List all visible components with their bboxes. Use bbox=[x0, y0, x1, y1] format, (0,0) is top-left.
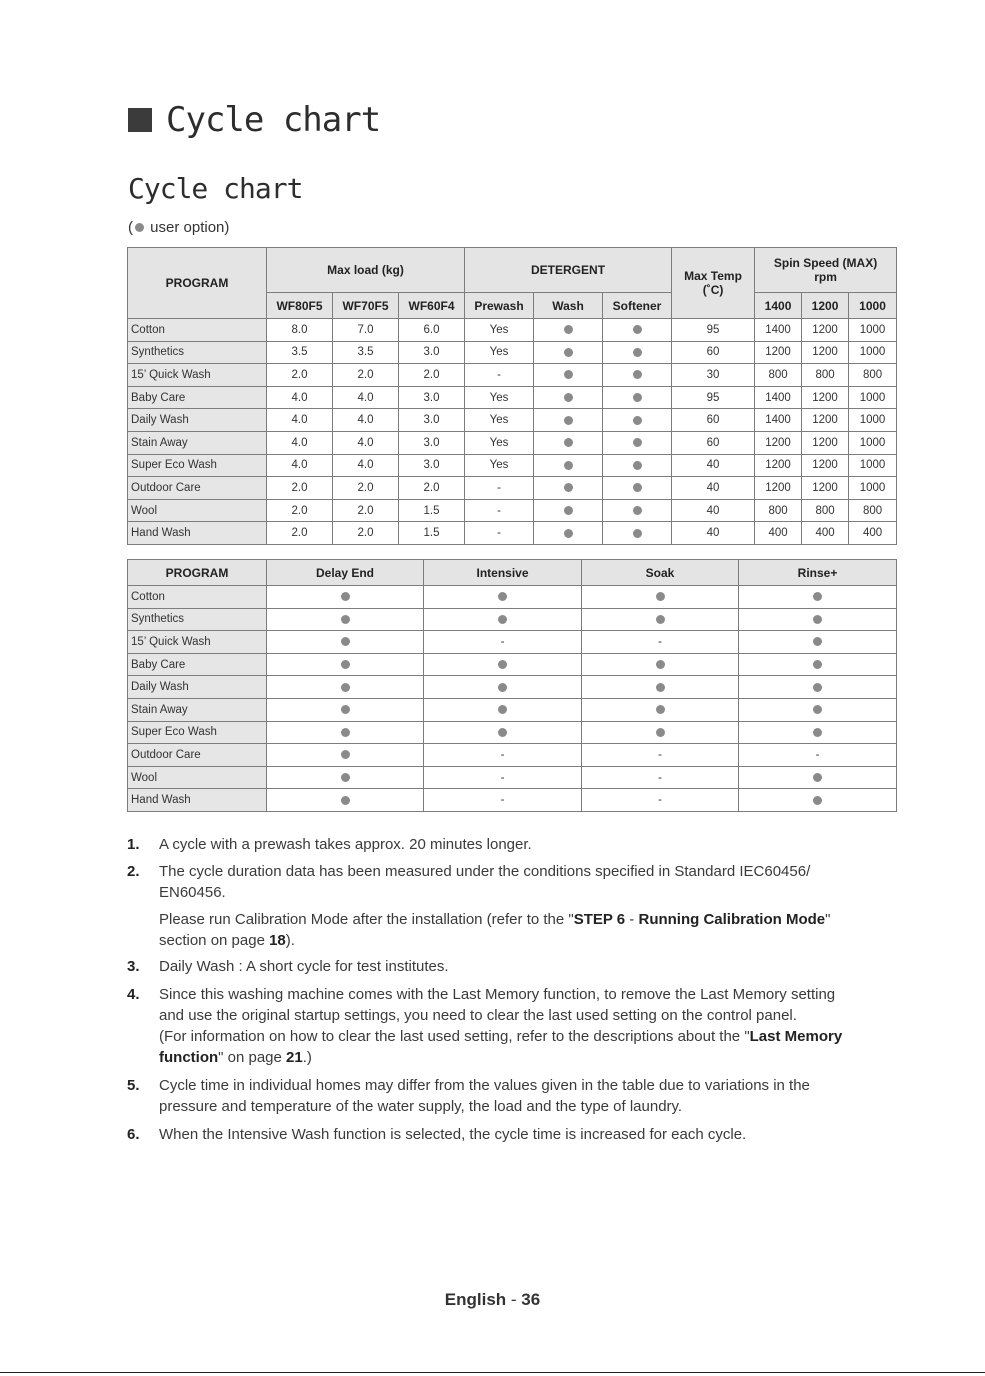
note-number: 6. bbox=[127, 1126, 140, 1143]
max-load-cell: 3.0 bbox=[399, 386, 465, 409]
spin-speed-cell: 1200 bbox=[755, 341, 802, 364]
option-cell bbox=[267, 789, 424, 812]
user-option-dot-icon bbox=[564, 529, 573, 538]
spin-speed-cell: 1200 bbox=[802, 454, 849, 477]
user-option-dot-icon bbox=[564, 393, 573, 402]
max-load-cell: 3.0 bbox=[399, 341, 465, 364]
user-option-dot-icon bbox=[633, 393, 642, 402]
header-program: PROGRAM bbox=[128, 560, 267, 586]
softener-cell bbox=[603, 454, 672, 477]
program-cell: Baby Care bbox=[128, 653, 267, 676]
max-load-cell: 4.0 bbox=[333, 431, 399, 454]
table-row bbox=[128, 454, 897, 477]
note-line: function" on page 21.) bbox=[159, 1049, 312, 1066]
note-text: A cycle with a prewash takes approx. 20 minutes longer. bbox=[159, 836, 532, 853]
table-row bbox=[128, 766, 897, 789]
user-option-dot-icon bbox=[498, 728, 507, 737]
header-spin-speed bbox=[755, 248, 897, 293]
user-option-dot-icon bbox=[633, 483, 642, 492]
table-row bbox=[128, 409, 897, 432]
user-option-dot-icon bbox=[135, 223, 144, 232]
table-row bbox=[128, 341, 897, 364]
wash-cell bbox=[534, 522, 603, 545]
option-cell bbox=[739, 608, 897, 631]
note-line: Cycle time in individual homes may differ from the values given in the table due to variations in the bbox=[159, 1077, 810, 1094]
max-load-cell: 3.0 bbox=[399, 454, 465, 477]
option-cell bbox=[739, 721, 897, 744]
table-row bbox=[128, 631, 897, 654]
note-line: EN60456. bbox=[159, 884, 226, 901]
wash-cell bbox=[534, 477, 603, 500]
user-option-dot-icon bbox=[813, 728, 822, 737]
user-option-dot-icon bbox=[341, 660, 350, 669]
max-load-cell: 4.0 bbox=[267, 431, 333, 454]
user-option-dot-icon bbox=[813, 683, 822, 692]
spin-speed-cell: 800 bbox=[849, 364, 897, 387]
user-option-dot-icon bbox=[564, 416, 573, 425]
spin-speed-cell: 1000 bbox=[849, 409, 897, 432]
user-option-dot-icon bbox=[813, 637, 822, 646]
softener-cell bbox=[603, 522, 672, 545]
legend bbox=[128, 219, 229, 236]
max-load-cell: 1.5 bbox=[399, 522, 465, 545]
subheader-wash: Wash bbox=[534, 293, 603, 319]
max-temp-cell: 95 bbox=[672, 319, 755, 342]
max-temp-cell: 60 bbox=[672, 409, 755, 432]
note-text: When the Intensive Wash function is selected, the cycle time is increased for each cycle. bbox=[159, 1126, 747, 1143]
spin-speed-cell: 1200 bbox=[802, 431, 849, 454]
page-number: 36 bbox=[521, 1290, 541, 1309]
subheader-softener: Softener bbox=[603, 293, 672, 319]
bottom-border bbox=[0, 1372, 985, 1373]
max-temp-cell: 40 bbox=[672, 454, 755, 477]
option-cell bbox=[582, 608, 739, 631]
program-cell: Synthetics bbox=[128, 608, 267, 631]
wash-cell bbox=[534, 386, 603, 409]
table-row bbox=[128, 676, 897, 699]
user-option-dot-icon bbox=[633, 461, 642, 470]
user-option-dot-icon bbox=[341, 705, 350, 714]
user-option-dot-icon bbox=[341, 615, 350, 624]
wash-cell bbox=[534, 364, 603, 387]
user-option-dot-icon bbox=[564, 461, 573, 470]
max-load-cell: 4.0 bbox=[267, 454, 333, 477]
user-option-dot-icon bbox=[564, 348, 573, 357]
option-cell bbox=[582, 721, 739, 744]
table-row bbox=[128, 431, 897, 454]
max-temp-cell: 95 bbox=[672, 386, 755, 409]
note-line: Since this washing machine comes with the Last Memory function, to remove the Last Memory setting bbox=[159, 986, 836, 1003]
last-memory-reference: Last Memory bbox=[749, 1028, 843, 1045]
spin-speed-cell: 1200 bbox=[755, 477, 802, 500]
program-cell: Hand Wash bbox=[128, 522, 267, 545]
user-option-dot-icon bbox=[564, 370, 573, 379]
option-cell bbox=[267, 721, 424, 744]
table-row bbox=[128, 319, 897, 342]
option-cell bbox=[582, 698, 739, 721]
user-option-dot-icon bbox=[341, 773, 350, 782]
softener-cell bbox=[603, 499, 672, 522]
softener-cell bbox=[603, 319, 672, 342]
wash-cell bbox=[534, 319, 603, 342]
table-row bbox=[128, 522, 897, 545]
user-option-dot-icon bbox=[813, 705, 822, 714]
wash-cell bbox=[534, 341, 603, 364]
option-cell: - bbox=[582, 744, 739, 767]
max-temp-cell: 60 bbox=[672, 341, 755, 364]
note-number: 5. bbox=[127, 1077, 140, 1094]
option-cell bbox=[267, 744, 424, 767]
user-option-dot-icon bbox=[564, 506, 573, 515]
option-cell bbox=[424, 721, 582, 744]
spin-speed-cell: 400 bbox=[802, 522, 849, 545]
user-option-dot-icon bbox=[633, 348, 642, 357]
max-load-cell: 2.0 bbox=[267, 522, 333, 545]
softener-cell bbox=[603, 409, 672, 432]
option-cell bbox=[739, 653, 897, 676]
note-number: 3. bbox=[127, 958, 140, 975]
note-text: Daily Wash : A short cycle for test institutes. bbox=[159, 958, 449, 975]
spin-speed-cell: 1200 bbox=[802, 477, 849, 500]
subheader-wf60f4: WF60F4 bbox=[399, 293, 465, 319]
user-option-dot-icon bbox=[656, 705, 665, 714]
option-cell bbox=[267, 766, 424, 789]
table-row bbox=[128, 653, 897, 676]
program-cell: Synthetics bbox=[128, 341, 267, 364]
note-line: pressure and temperature of the water supply, the load and the type of laundry. bbox=[159, 1098, 683, 1115]
max-load-cell: 2.0 bbox=[267, 499, 333, 522]
subheader-1000: 1000 bbox=[849, 293, 897, 319]
subheader-wf80f5: WF80F5 bbox=[267, 293, 333, 319]
max-load-cell: 3.5 bbox=[333, 341, 399, 364]
spin-speed-cell: 1200 bbox=[802, 386, 849, 409]
max-load-cell: 2.0 bbox=[333, 499, 399, 522]
spin-speed-cell: 800 bbox=[755, 364, 802, 387]
max-temp-cell: 40 bbox=[672, 499, 755, 522]
user-option-dot-icon bbox=[633, 506, 642, 515]
header-intensive: Intensive bbox=[424, 560, 582, 586]
program-cell: Daily Wash bbox=[128, 409, 267, 432]
max-load-cell: 2.0 bbox=[399, 477, 465, 500]
softener-cell bbox=[603, 386, 672, 409]
header-soak: Soak bbox=[582, 560, 739, 586]
page-footer bbox=[0, 1290, 985, 1310]
subheader-wf70f5: WF70F5 bbox=[333, 293, 399, 319]
option-cell bbox=[424, 698, 582, 721]
page-reference-18: 18 bbox=[269, 932, 286, 949]
max-load-cell: 8.0 bbox=[267, 319, 333, 342]
option-cell: - bbox=[582, 789, 739, 812]
option-cell: - bbox=[424, 766, 582, 789]
legend-open: ( bbox=[128, 219, 133, 236]
header-spin-label: Spin Speed (MAX) bbox=[773, 256, 878, 270]
header-max-temp-unit: (˚C) bbox=[702, 283, 724, 297]
spin-speed-cell: 1200 bbox=[802, 341, 849, 364]
prewash-cell: - bbox=[465, 522, 534, 545]
header-detergent: DETERGENT bbox=[465, 248, 672, 293]
user-option-dot-icon bbox=[498, 705, 507, 714]
max-load-cell: 1.5 bbox=[399, 499, 465, 522]
prewash-cell: Yes bbox=[465, 319, 534, 342]
spin-speed-cell: 1400 bbox=[755, 386, 802, 409]
program-cell: Super Eco Wash bbox=[128, 721, 267, 744]
option-cell bbox=[739, 676, 897, 699]
user-option-dot-icon bbox=[813, 796, 822, 805]
user-option-dot-icon bbox=[633, 416, 642, 425]
spin-speed-cell: 800 bbox=[802, 499, 849, 522]
table-row bbox=[128, 698, 897, 721]
max-load-cell: 4.0 bbox=[267, 386, 333, 409]
option-cell bbox=[424, 676, 582, 699]
softener-cell bbox=[603, 341, 672, 364]
table-row bbox=[128, 608, 897, 631]
header-delay-end: Delay End bbox=[267, 560, 424, 586]
option-cell bbox=[582, 586, 739, 609]
option-cell bbox=[739, 586, 897, 609]
option-cell: - bbox=[424, 631, 582, 654]
max-load-cell: 2.0 bbox=[399, 364, 465, 387]
note-line: and use the original startup settings, you need to clear the last used setting on the control panel. bbox=[159, 1007, 797, 1024]
user-option-dot-icon bbox=[564, 483, 573, 492]
table-row bbox=[128, 364, 897, 387]
note-number: 4. bbox=[127, 986, 140, 1003]
user-option-dot-icon bbox=[633, 438, 642, 447]
max-load-cell: 2.0 bbox=[333, 364, 399, 387]
prewash-cell: Yes bbox=[465, 409, 534, 432]
page-title-text: Cycle chart bbox=[166, 100, 381, 140]
max-temp-cell: 40 bbox=[672, 477, 755, 500]
cycle-chart-table bbox=[127, 247, 897, 545]
step-6-reference: STEP 6 bbox=[573, 911, 626, 928]
user-option-dot-icon bbox=[813, 592, 822, 601]
program-cell: Stain Away bbox=[128, 431, 267, 454]
max-temp-cell: 60 bbox=[672, 431, 755, 454]
user-option-dot-icon bbox=[656, 660, 665, 669]
softener-cell bbox=[603, 431, 672, 454]
program-cell: Hand Wash bbox=[128, 789, 267, 812]
option-cell: - bbox=[424, 744, 582, 767]
table-row bbox=[128, 744, 897, 767]
spin-speed-cell: 1000 bbox=[849, 477, 897, 500]
table-row bbox=[128, 499, 897, 522]
softener-cell bbox=[603, 477, 672, 500]
option-cell bbox=[267, 653, 424, 676]
wash-cell bbox=[534, 409, 603, 432]
legend-text: user option) bbox=[150, 219, 230, 236]
spin-speed-cell: 1000 bbox=[849, 386, 897, 409]
wash-cell bbox=[534, 431, 603, 454]
header-max-temp bbox=[672, 248, 755, 319]
user-option-dot-icon bbox=[498, 615, 507, 624]
note-number: 1. bbox=[127, 836, 140, 853]
program-cell: 15’ Quick Wash bbox=[128, 631, 267, 654]
user-option-dot-icon bbox=[656, 592, 665, 601]
option-cell bbox=[267, 631, 424, 654]
user-option-dot-icon bbox=[564, 325, 573, 334]
user-option-dot-icon bbox=[498, 660, 507, 669]
option-cell: - bbox=[739, 744, 897, 767]
user-option-dot-icon bbox=[564, 438, 573, 447]
option-cell bbox=[739, 766, 897, 789]
option-cell bbox=[424, 653, 582, 676]
spin-speed-cell: 1200 bbox=[802, 319, 849, 342]
user-option-dot-icon bbox=[813, 773, 822, 782]
prewash-cell: Yes bbox=[465, 431, 534, 454]
user-option-dot-icon bbox=[341, 683, 350, 692]
program-cell: Wool bbox=[128, 499, 267, 522]
spin-speed-cell: 1000 bbox=[849, 319, 897, 342]
max-load-cell: 3.5 bbox=[267, 341, 333, 364]
max-load-cell: 4.0 bbox=[333, 409, 399, 432]
table-row bbox=[128, 586, 897, 609]
user-option-dot-icon bbox=[633, 325, 642, 334]
spin-speed-cell: 400 bbox=[849, 522, 897, 545]
program-cell: 15’ Quick Wash bbox=[128, 364, 267, 387]
user-option-dot-icon bbox=[633, 529, 642, 538]
program-cell: Cotton bbox=[128, 319, 267, 342]
prewash-cell: Yes bbox=[465, 454, 534, 477]
prewash-cell: - bbox=[465, 364, 534, 387]
option-cell bbox=[739, 631, 897, 654]
user-option-dot-icon bbox=[813, 615, 822, 624]
note-line: Please run Calibration Mode after the installation (refer to the "STEP 6 - Running Calibration Mode" bbox=[159, 911, 831, 928]
max-load-cell: 3.0 bbox=[399, 431, 465, 454]
table-row bbox=[128, 386, 897, 409]
prewash-cell: Yes bbox=[465, 341, 534, 364]
note-line: (For information on how to clear the last used setting, refer to the descriptions about the "Last Memory bbox=[159, 1028, 843, 1045]
subheader-1200: 1200 bbox=[802, 293, 849, 319]
user-option-dot-icon bbox=[656, 615, 665, 624]
max-load-cell: 2.0 bbox=[267, 364, 333, 387]
spin-speed-cell: 1400 bbox=[755, 319, 802, 342]
option-cell: - bbox=[424, 789, 582, 812]
program-cell: Outdoor Care bbox=[128, 477, 267, 500]
max-load-cell: 6.0 bbox=[399, 319, 465, 342]
program-cell: Super Eco Wash bbox=[128, 454, 267, 477]
note-line: The cycle duration data has been measured under the conditions specified in Standard IEC60456/ bbox=[159, 863, 811, 880]
note-line: section on page 18). bbox=[159, 932, 295, 949]
max-load-cell: 4.0 bbox=[267, 409, 333, 432]
options-table bbox=[127, 559, 897, 812]
subheader-prewash: Prewash bbox=[465, 293, 534, 319]
option-cell: - bbox=[582, 631, 739, 654]
spin-speed-cell: 800 bbox=[849, 499, 897, 522]
max-load-cell: 3.0 bbox=[399, 409, 465, 432]
option-cell bbox=[267, 608, 424, 631]
softener-cell bbox=[603, 364, 672, 387]
max-load-cell: 2.0 bbox=[333, 522, 399, 545]
spin-speed-cell: 800 bbox=[802, 364, 849, 387]
header-spin-unit: rpm bbox=[814, 270, 837, 284]
max-load-cell: 4.0 bbox=[333, 454, 399, 477]
user-option-dot-icon bbox=[633, 370, 642, 379]
page-reference-21: 21 bbox=[286, 1049, 303, 1066]
option-cell: - bbox=[582, 766, 739, 789]
spin-speed-cell: 1400 bbox=[755, 409, 802, 432]
table-row bbox=[128, 789, 897, 812]
spin-speed-cell: 1200 bbox=[755, 454, 802, 477]
user-option-dot-icon bbox=[341, 750, 350, 759]
option-cell bbox=[267, 698, 424, 721]
spin-speed-cell: 1000 bbox=[849, 431, 897, 454]
spin-speed-cell: 800 bbox=[755, 499, 802, 522]
max-load-cell: 7.0 bbox=[333, 319, 399, 342]
subheader-1400: 1400 bbox=[755, 293, 802, 319]
max-load-cell: 4.0 bbox=[333, 386, 399, 409]
option-cell bbox=[739, 789, 897, 812]
user-option-dot-icon bbox=[341, 637, 350, 646]
footer-language: English bbox=[444, 1290, 507, 1309]
user-option-dot-icon bbox=[656, 728, 665, 737]
user-option-dot-icon bbox=[498, 683, 507, 692]
footer-separator: - bbox=[506, 1290, 522, 1309]
header-rinse-: Rinse+ bbox=[739, 560, 897, 586]
table-row bbox=[128, 721, 897, 744]
option-cell bbox=[424, 608, 582, 631]
user-option-dot-icon bbox=[498, 592, 507, 601]
program-cell: Wool bbox=[128, 766, 267, 789]
user-option-dot-icon bbox=[656, 683, 665, 692]
section-title: Cycle chart bbox=[128, 172, 303, 205]
spin-speed-cell: 1000 bbox=[849, 341, 897, 364]
note-number: 2. bbox=[127, 863, 140, 880]
user-option-dot-icon bbox=[813, 660, 822, 669]
option-cell bbox=[582, 676, 739, 699]
program-cell: Daily Wash bbox=[128, 676, 267, 699]
program-cell: Stain Away bbox=[128, 698, 267, 721]
prewash-cell: - bbox=[465, 477, 534, 500]
max-load-cell: 2.0 bbox=[333, 477, 399, 500]
page-title bbox=[128, 98, 380, 142]
program-cell: Baby Care bbox=[128, 386, 267, 409]
max-temp-cell: 30 bbox=[672, 364, 755, 387]
calibration-mode-reference: Running Calibration Mode bbox=[638, 911, 826, 928]
spin-speed-cell: 1000 bbox=[849, 454, 897, 477]
prewash-cell: - bbox=[465, 499, 534, 522]
max-load-cell: 2.0 bbox=[267, 477, 333, 500]
wash-cell bbox=[534, 454, 603, 477]
program-cell: Cotton bbox=[128, 586, 267, 609]
header-max-temp-label: Max Temp bbox=[684, 269, 742, 283]
prewash-cell: Yes bbox=[465, 386, 534, 409]
option-cell bbox=[267, 676, 424, 699]
header-program: PROGRAM bbox=[128, 248, 267, 319]
option-cell bbox=[424, 586, 582, 609]
spin-speed-cell: 400 bbox=[755, 522, 802, 545]
max-temp-cell: 40 bbox=[672, 522, 755, 545]
option-cell bbox=[739, 698, 897, 721]
user-option-dot-icon bbox=[341, 796, 350, 805]
header-max-load: Max load (kg) bbox=[267, 248, 465, 293]
option-cell bbox=[267, 586, 424, 609]
user-option-dot-icon bbox=[341, 592, 350, 601]
wash-cell bbox=[534, 499, 603, 522]
table-row bbox=[128, 477, 897, 500]
spin-speed-cell: 1200 bbox=[802, 409, 849, 432]
title-square-icon bbox=[128, 108, 152, 132]
option-cell bbox=[582, 653, 739, 676]
spin-speed-cell: 1200 bbox=[755, 431, 802, 454]
program-cell: Outdoor Care bbox=[128, 744, 267, 767]
user-option-dot-icon bbox=[341, 728, 350, 737]
